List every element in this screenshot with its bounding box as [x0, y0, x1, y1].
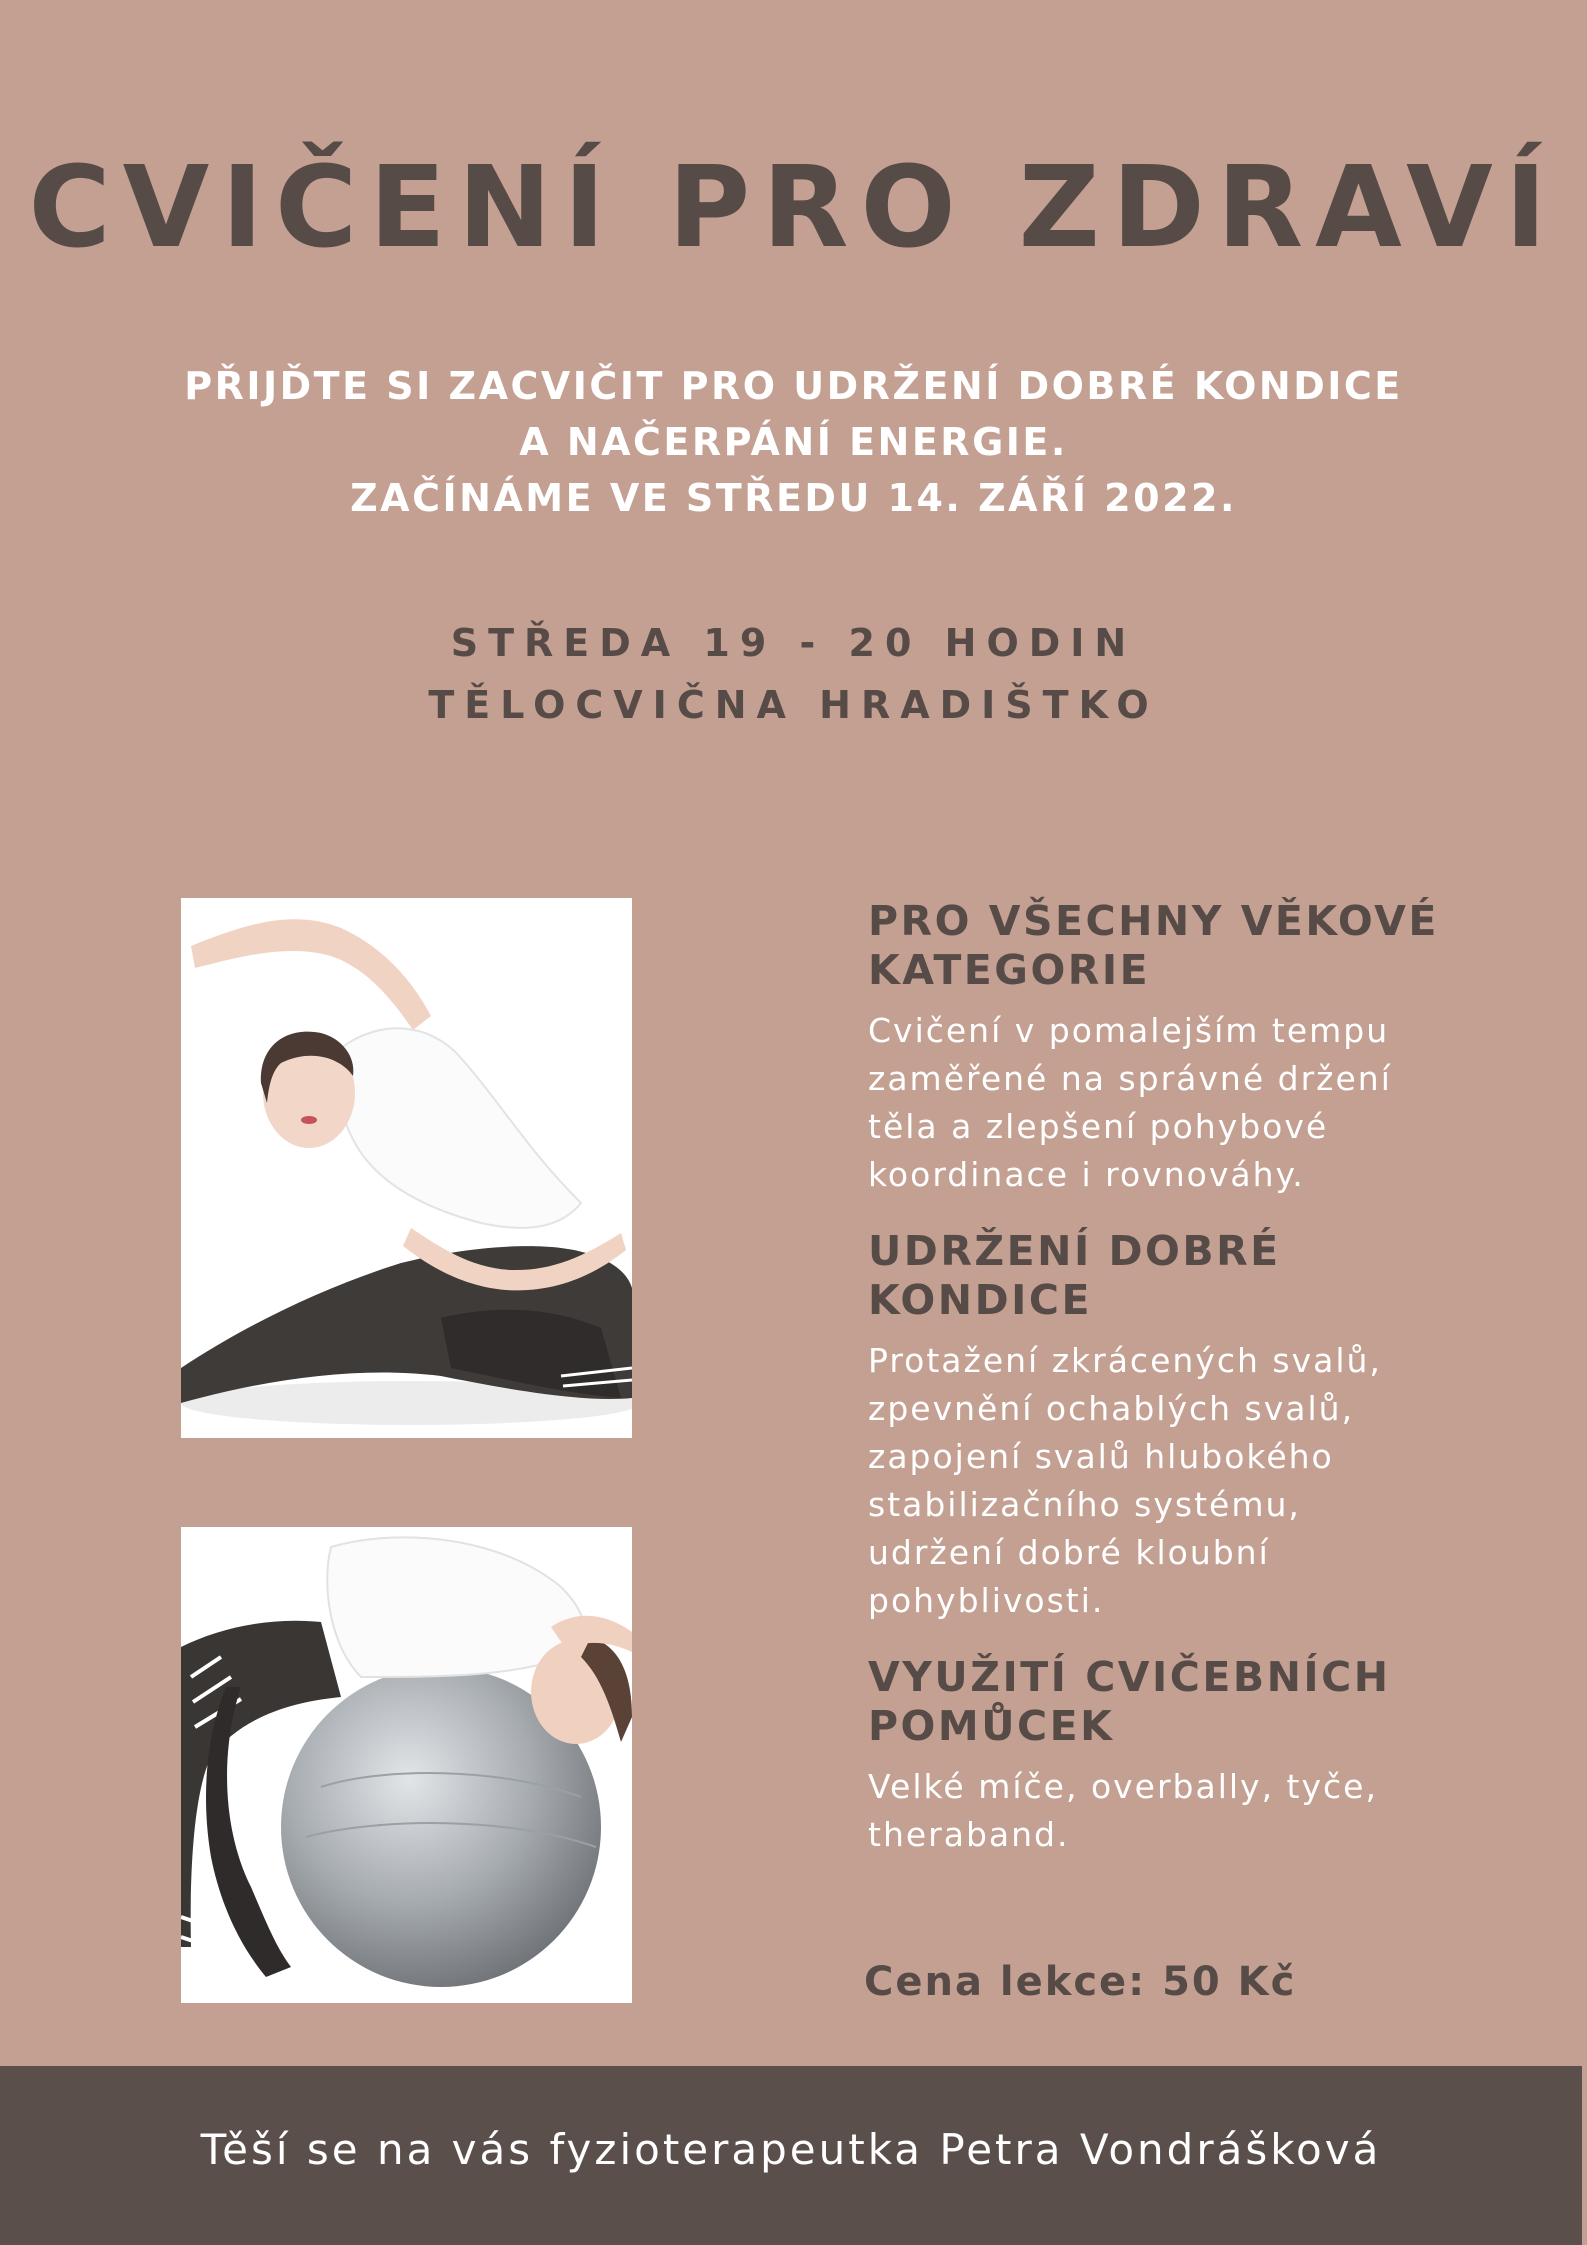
- schedule-info: [0, 612, 1587, 736]
- intro-line: A NAČERPÁNÍ ENERGIE.: [519, 420, 1068, 464]
- feature-heading-line: KONDICE: [868, 1276, 1092, 1324]
- lesson-price: Cena lekce: 50 Kč: [864, 1959, 1297, 2005]
- feature-body-line: zaměřené na správné držení: [868, 1059, 1392, 1098]
- features-list: [868, 897, 1508, 1859]
- feature-body-line: Protažení zkrácených svalů,: [868, 1341, 1382, 1380]
- feature-heading-line: VYUŽITÍ CVIČEBNÍCH: [868, 1653, 1391, 1701]
- feature-heading: [868, 1653, 1508, 1751]
- feature-body-line: udržení dobré kloubní: [868, 1533, 1270, 1572]
- feature-equipment: [868, 1653, 1508, 1859]
- footer-band: [0, 2066, 1582, 2245]
- feature-description: [868, 1337, 1508, 1625]
- feature-body-line: stabilizačního systému,: [868, 1485, 1301, 1524]
- feature-body-line: Cvičení v pomalejším tempu: [868, 1011, 1390, 1050]
- intro-text: [0, 358, 1587, 526]
- feature-body-line: těla a zlepšení pohybové: [868, 1107, 1329, 1146]
- feature-body-line: pohyblivosti.: [868, 1581, 1105, 1620]
- feature-body-line: zpevnění ochablých svalů,: [868, 1389, 1355, 1428]
- feature-body-line: zapojení svalů hlubokého: [868, 1437, 1334, 1476]
- poster-title: CVIČENÍ PRO ZDRAVÍ: [28, 143, 1559, 273]
- feature-heading-line: POMŮCEK: [868, 1702, 1115, 1750]
- feature-heading-line: PRO VŠECHNY VĚKOVÉ: [868, 897, 1439, 945]
- footer-text: Těší se na vás fyzioterapeutka Petra Vondrášková: [200, 2125, 1382, 2174]
- stretching-woman-photo: [181, 898, 632, 1438]
- exercise-ball-photo: [181, 1527, 632, 2003]
- feature-heading-line: KATEGORIE: [868, 946, 1151, 994]
- feature-age-groups: [868, 897, 1508, 1199]
- feature-heading: [868, 1227, 1508, 1325]
- feature-heading: [868, 897, 1508, 995]
- feature-body-line: koordinace i rovnováhy.: [868, 1155, 1305, 1194]
- feature-description: [868, 1007, 1508, 1199]
- feature-heading-line: UDRŽENÍ DOBRÉ: [868, 1227, 1281, 1275]
- feature-fitness: [868, 1227, 1508, 1625]
- schedule-venue: TĚLOCVIČNA HRADIŠTKO: [428, 683, 1159, 727]
- feature-body-line: theraband.: [868, 1815, 1070, 1854]
- schedule-time: STŘEDA 19 - 20 HODIN: [450, 621, 1137, 665]
- feature-body-line: Velké míče, overbally, tyče,: [868, 1767, 1378, 1806]
- feature-description: [868, 1763, 1508, 1859]
- intro-line: PŘIJĎTE SI ZACVIČIT PRO UDRŽENÍ DOBRÉ KONDICE: [184, 364, 1403, 408]
- intro-line: ZAČÍNÁME VE STŘEDU 14. ZÁŘÍ 2022.: [350, 476, 1237, 520]
